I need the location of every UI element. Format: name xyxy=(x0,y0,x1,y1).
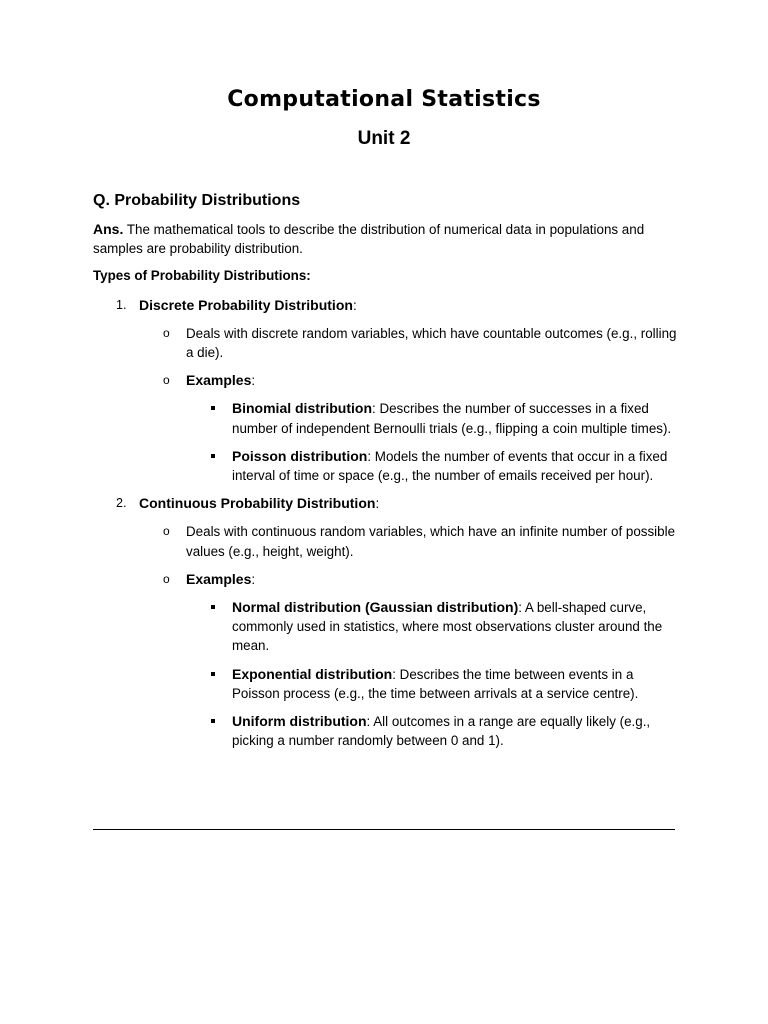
example-name: Normal distribution (Gaussian distribution) xyxy=(232,599,519,616)
circle-bullet-icon: o xyxy=(163,373,170,388)
circle-bullet-icon: o xyxy=(163,571,170,586)
square-bullet-icon xyxy=(211,406,215,410)
description-text: Deals with continuous random variables, which have an infinite number of possible values (e.g., height, weight). xyxy=(186,524,676,559)
example-name: Poisson distribution xyxy=(232,447,368,464)
document-subtitle: Unit 2 xyxy=(357,128,411,149)
example-name: Binomial distribution xyxy=(232,400,372,417)
section-title: Continuous Probability Distribution xyxy=(139,495,376,512)
list-item-description xyxy=(93,522,678,560)
list-number: 1. xyxy=(116,297,127,312)
example-name: Exponential distribution xyxy=(232,665,393,682)
question-heading: Q. Probability Distributions xyxy=(93,192,301,209)
answer-text: The mathematical tools to describe the distribution of numerical data in populations and samples are probability distribution. xyxy=(93,222,645,257)
horizontal-rule xyxy=(93,829,675,830)
list-item-example xyxy=(93,399,678,437)
square-bullet-icon xyxy=(211,454,215,458)
document-body xyxy=(93,190,678,759)
list-item-examples xyxy=(93,371,678,390)
list-item-example xyxy=(93,447,678,485)
document-title: Computational Statistics xyxy=(227,87,541,112)
list-number: 2. xyxy=(116,496,127,511)
answer-paragraph xyxy=(93,220,678,258)
list-item-description xyxy=(93,324,678,362)
example-text: : A bell-shaped curve, commonly used in statistics, where most observations cluster around the mean. xyxy=(232,600,663,654)
examples-label: Examples xyxy=(186,570,252,587)
examples-colon: : xyxy=(251,571,256,587)
example-text: : All outcomes in a range are equally likely (e.g., picking a number randomly between 0 and 1). xyxy=(232,714,651,749)
square-bullet-icon xyxy=(211,605,215,609)
example-name: Uniform distribution xyxy=(232,713,367,730)
list-item-examples xyxy=(93,570,678,589)
example-text: : Describes the number of successes in a fixed number of independent Bernoulli trials (e.g., flipping a coin multiple times). xyxy=(232,401,672,436)
section-title: Discrete Probability Distribution xyxy=(139,296,353,313)
circle-bullet-icon: o xyxy=(163,524,170,539)
examples-colon: : xyxy=(251,373,256,389)
list-item-continuous xyxy=(93,494,678,513)
square-bullet-icon xyxy=(211,672,215,676)
list-item-example xyxy=(93,665,678,703)
list-item-discrete xyxy=(93,296,678,315)
circle-bullet-icon: o xyxy=(163,325,170,340)
list-item-example xyxy=(93,712,678,750)
example-text: : Models the number of events that occur in a fixed interval of time or space (e.g., the number of emails received per hour). xyxy=(232,448,668,484)
types-heading: Types of Probability Distributions: xyxy=(93,268,311,284)
list-item-example xyxy=(93,598,678,656)
example-text: : Describes the time between events in a Poisson process (e.g., the time between arrivals at a service centre). xyxy=(232,666,639,701)
answer-label: Ans. xyxy=(93,221,124,237)
examples-label: Examples xyxy=(186,372,252,389)
section-colon: : xyxy=(352,297,357,313)
section-colon: : xyxy=(375,496,380,512)
square-bullet-icon xyxy=(211,719,215,723)
description-text: Deals with discrete random variables, which have countable outcomes (e.g., rolling a die). xyxy=(186,325,677,361)
